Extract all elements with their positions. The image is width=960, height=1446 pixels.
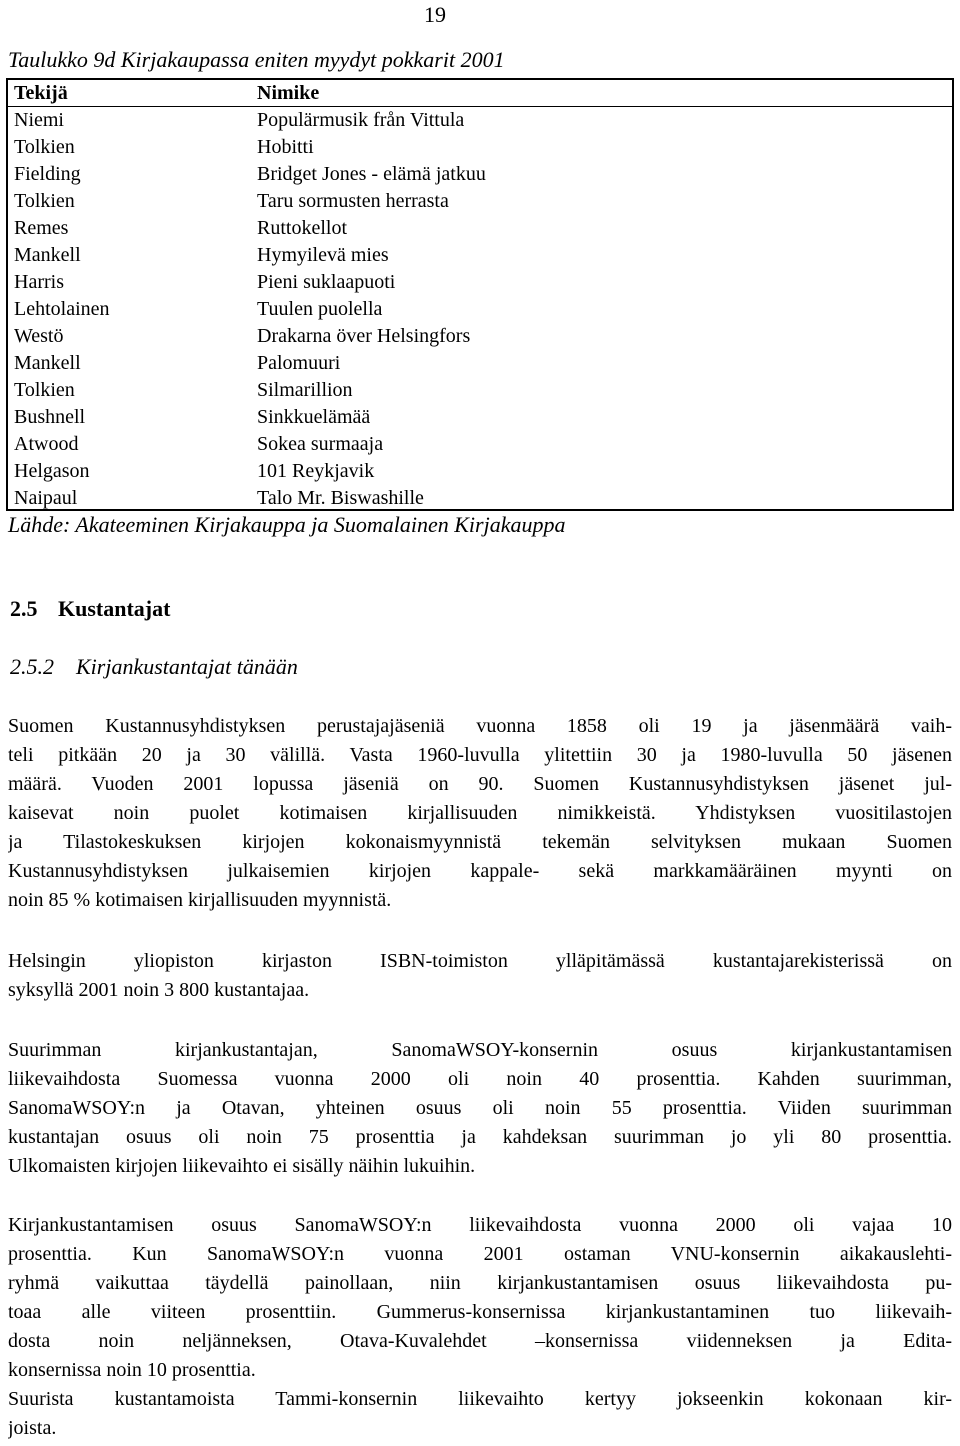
table-caption: Taulukko 9d Kirjakaupassa eniten myydyt pokkarit 2001 bbox=[8, 47, 505, 72]
paragraph-line: määrä. Vuoden 2001 lopussa jäseniä on 90. Suomen Kustannusyhdistyksen jäsenet jul- bbox=[8, 773, 952, 795]
table-cell-title: Talo Mr. Biswashille bbox=[257, 487, 424, 509]
paragraph-line: Helsingin yliopiston kirjaston ISBN-toimiston ylläpitämässä kustantajarekisterissä on bbox=[8, 950, 952, 972]
table-cell-author: Remes bbox=[14, 217, 69, 239]
paragraph-line: ja Tilastokeskuksen kirjojen kokonaismyynnistä tekemän selvityksen mukaan Suomen bbox=[8, 831, 952, 853]
table-cell-title: Ruttokellot bbox=[257, 217, 347, 239]
paragraph-line: Suurimman kirjankustantajan, SanomaWSOY-konsernin osuus kirjankustantamisen bbox=[8, 1039, 952, 1061]
table-cell-title: Pieni suklaapuoti bbox=[257, 271, 396, 293]
table-cell-author: Naipaul bbox=[14, 487, 78, 509]
table-cell-title: Sokea surmaaja bbox=[257, 433, 384, 455]
section-title: Kustantajat bbox=[58, 596, 171, 621]
paragraph-line: dosta noin neljänneksen, Otava-Kuvalehdet –konsernissa viidenneksen ja Edita- bbox=[8, 1330, 952, 1352]
paragraph-line: kustantajan osuus oli noin 75 prosenttia ja kahdeksan suurimman jo yli 80 prosenttia. bbox=[8, 1126, 952, 1148]
table-header-divider bbox=[8, 106, 952, 107]
table-cell-author: Fielding bbox=[14, 163, 81, 185]
page-number: 19 bbox=[424, 2, 446, 27]
paragraph-market-share bbox=[8, 1036, 952, 1181]
table-cell-title: Populärmusik från Vittula bbox=[257, 109, 465, 131]
table-cell-author: Mankell bbox=[14, 352, 81, 374]
table-cell-title: Silmarillion bbox=[257, 379, 353, 401]
table-cell-title: Taru sormusten herrasta bbox=[257, 190, 449, 212]
table-cell-title: Palomuuri bbox=[257, 352, 341, 374]
paragraph-line: Suurista kustantamoista Tammi-konsernin liikevaihto kertyy jokseenkin kokonaan kir- bbox=[8, 1388, 952, 1410]
paragraph-isbn-registry bbox=[8, 947, 952, 1005]
paragraph-line: Kustannusyhdistyksen julkaisemien kirjojen kappale- sekä markkamääräinen myynti on bbox=[8, 860, 952, 882]
paragraph-revenue-share bbox=[8, 1211, 952, 1443]
table-source-note: Lähde: Akateeminen Kirjakauppa ja Suomalainen Kirjakauppa bbox=[8, 512, 566, 537]
paragraph-line: Kirjankustantamisen osuus SanomaWSOY:n liikevaihdosta vuonna 2000 oli vajaa 10 bbox=[8, 1214, 952, 1236]
section-heading bbox=[10, 596, 170, 622]
paragraph-line: Suomen Kustannusyhdistyksen perustajajäseniä vuonna 1858 oli 19 ja jäsenmäärä vaih- bbox=[8, 715, 952, 737]
table-cell-author: Atwood bbox=[14, 433, 79, 455]
subsection-heading bbox=[10, 654, 298, 680]
paragraph-line: prosenttia. Kun SanomaWSOY:n vuonna 2001 ostaman VNU-konsernin aikakauslehti- bbox=[8, 1243, 952, 1265]
table-cell-title: 101 Reykjavik bbox=[257, 460, 375, 482]
table-cell-title: Bridget Jones - elämä jatkuu bbox=[257, 163, 486, 185]
table-header-author: Tekijä bbox=[14, 82, 68, 104]
table-cell-author: Tolkien bbox=[14, 136, 75, 158]
table-cell-title: Hymyilevä mies bbox=[257, 244, 389, 266]
table-cell-title: Sinkkuelämää bbox=[257, 406, 371, 428]
table-cell-title: Drakarna över Helsingfors bbox=[257, 325, 471, 347]
table-cell-author: Tolkien bbox=[14, 190, 75, 212]
table-cell-author: Harris bbox=[14, 271, 64, 293]
paragraph-members bbox=[8, 712, 952, 915]
table-cell-author: Bushnell bbox=[14, 406, 86, 428]
paragraph-line: teli pitkään 20 ja 30 välillä. Vasta 1960-luvulla ylitettiin 30 ja 1980-luvulla 50 jäsenen bbox=[8, 744, 952, 766]
table-cell-author: Helgason bbox=[14, 460, 90, 482]
table-cell-title: Hobitti bbox=[257, 136, 314, 158]
table-cell-author: Mankell bbox=[14, 244, 81, 266]
paragraph-line: liikevaihdosta Suomessa vuonna 2000 oli noin 40 prosenttia. Kahden suurimman, bbox=[8, 1068, 952, 1090]
table-cell-author: Niemi bbox=[14, 109, 64, 131]
paragraph-line: SanomaWSOY:n ja Otavan, yhteinen osuus oli noin 55 prosenttia. Viiden suurimman bbox=[8, 1097, 952, 1119]
paragraph-line: joista. bbox=[8, 1417, 57, 1439]
paragraph-line: kaisevat noin puolet kotimaisen kirjallisuuden nimikkeistä. Yhdistyksen vuositilastojen bbox=[8, 802, 952, 824]
paragraph-line: toaa alle viiteen prosenttiin. Gummerus-konsernissa kirjankustantaminen tuo liikevaih- bbox=[8, 1301, 952, 1323]
paragraph-line: konsernissa noin 10 prosenttia. bbox=[8, 1359, 256, 1381]
table-cell-author: Westö bbox=[14, 325, 64, 347]
section-number: 2.5 bbox=[10, 596, 38, 621]
paragraph-line: Ulkomaisten kirjojen liikevaihto ei sisälly näihin lukuihin. bbox=[8, 1155, 476, 1177]
subsection-title: Kirjankustantajat tänään bbox=[76, 654, 298, 679]
paragraph-line: ryhmä vaikuttaa täydellä painollaan, niin kirjankustantamisen osuus liikevaihdosta pu- bbox=[8, 1272, 952, 1294]
table-header-title: Nimike bbox=[257, 82, 320, 104]
table-cell-title: Tuulen puolella bbox=[257, 298, 383, 320]
bestseller-table bbox=[6, 78, 954, 511]
paragraph-line: syksyllä 2001 noin 3 800 kustantajaa. bbox=[8, 979, 310, 1001]
table-cell-author: Lehtolainen bbox=[14, 298, 110, 320]
paragraph-line: noin 85 % kotimaisen kirjallisuuden myynnistä. bbox=[8, 889, 392, 911]
table-cell-author: Tolkien bbox=[14, 379, 75, 401]
subsection-number: 2.5.2 bbox=[10, 654, 54, 679]
